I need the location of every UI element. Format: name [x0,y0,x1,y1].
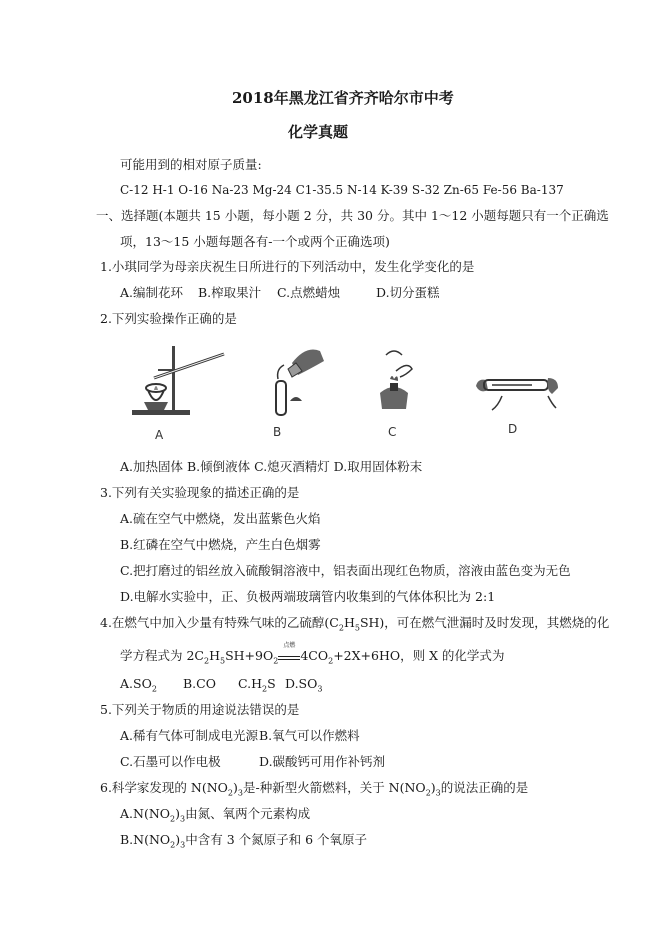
q4-option-d: $D.SO_3$ [285,676,323,694]
q1-option-a: A.编制花环 [120,285,184,300]
page-subtitle: 化学真题 [288,123,349,141]
q1-option-c: C.点燃蜡烛 [277,285,341,300]
q6-stem: 6.科学家发现的 $N(NO_2)_3$是-种新型火箭燃料，关于 $N(NO_2)_3$的说法正确的是 [100,780,529,798]
atomic-mass-label: 可能用到的相对原子质量: [120,157,262,172]
q3-option-b: B.红磷在空气中燃烧，产生白色烟雾 [120,537,321,552]
q3-stem: 3.下列有关实验现象的描述正确的是 [100,485,300,500]
q1-stem: 1.小琪同学为母亲庆祝生日所进行的下列活动中，发生化学变化的是 [100,259,475,274]
q4-stem: 4.在燃气中加入少量有特殊气味的乙硫醇$(C_2H_5SH)$，可在燃气泄漏时及时发现，其燃烧的化 [100,615,610,633]
figure-label-d: D [508,422,518,436]
q1-option-d: D.切分蛋糕 [376,285,440,300]
q3-option-d: D.电解水实验中，正、负极两端玻璃管内收集到的气体体积比为 2:1 [120,589,496,604]
q5-option-b: B.氧气可以作燃料 [259,728,360,743]
atomic-mass-values: C-12 H-1 O-16 Na-23 Mg-24 C1-35.5 N-14 K-39 S-32 Zn-65 Fe-56 Ba-137 [120,183,564,197]
q4-option-b: B.CO [183,676,216,691]
q2-stem: 2.下列实验操作正确的是 [100,311,237,326]
q2-options: A.加热固体 B.倾倒液体 C.熄灭酒精灯 D.取用固体粉末 [120,459,423,474]
page-title: 2018年黑龙江省齐齐哈尔市中考 [232,89,454,107]
q6-option-b: $B.N(NO_2)_3$中含有 3 个氮原子和 6 个氧原子 [120,832,368,850]
q4-equation: 学方程式为 $2C_2H_5SH+9O_2$ 点燃 $4CO_2+2X+6HO$，则 X 的化学式为 [120,642,505,666]
q5-option-c: C.石墨可以作电极 [120,754,221,769]
figure-alcohol-lamp [372,345,422,417]
q3-option-c: C.把打磨过的铝丝放入硫酸铜溶液中，铝表面出现红色物质，溶液由蓝色变为无色 [120,563,571,578]
q3-option-a: A.硫在空气中燃烧，发出蓝紫色火焰 [120,511,321,526]
figure-pouring-liquid [262,335,332,420]
q4-option-a: $A.SO_2$ [120,676,157,694]
q5-stem: 5.下列关于物质的用途说法错误的是 [100,702,300,717]
figure-label-a: A [155,428,164,442]
reaction-condition: 点燃 [278,650,300,660]
q1-option-b: B.榨取果汁 [198,285,262,300]
q4-option-c: $C.H_2S$ [238,676,276,694]
section-heading-line1: 一、选择题(本题共 15 小题，每小题 2 分，共 30 分。其中 1～12 小题每题只有一个正确选 [96,208,609,223]
q5-option-a: A.稀有气体可制成电光源 [120,728,259,743]
q6-option-a: $A.N(NO_2)_3$由氮、氧两个元素构成 [120,806,311,824]
figure-label-b: B [273,425,282,439]
q5-option-d: D.碳酸钙可用作补钙剂 [259,754,386,769]
section-heading-line2: 项，13～15 小题每题各有-一个或两个正确选项) [120,234,390,249]
figure-heating-solid [128,340,228,420]
figure-solid-powder [472,368,562,413]
figure-label-c: C [388,425,397,439]
